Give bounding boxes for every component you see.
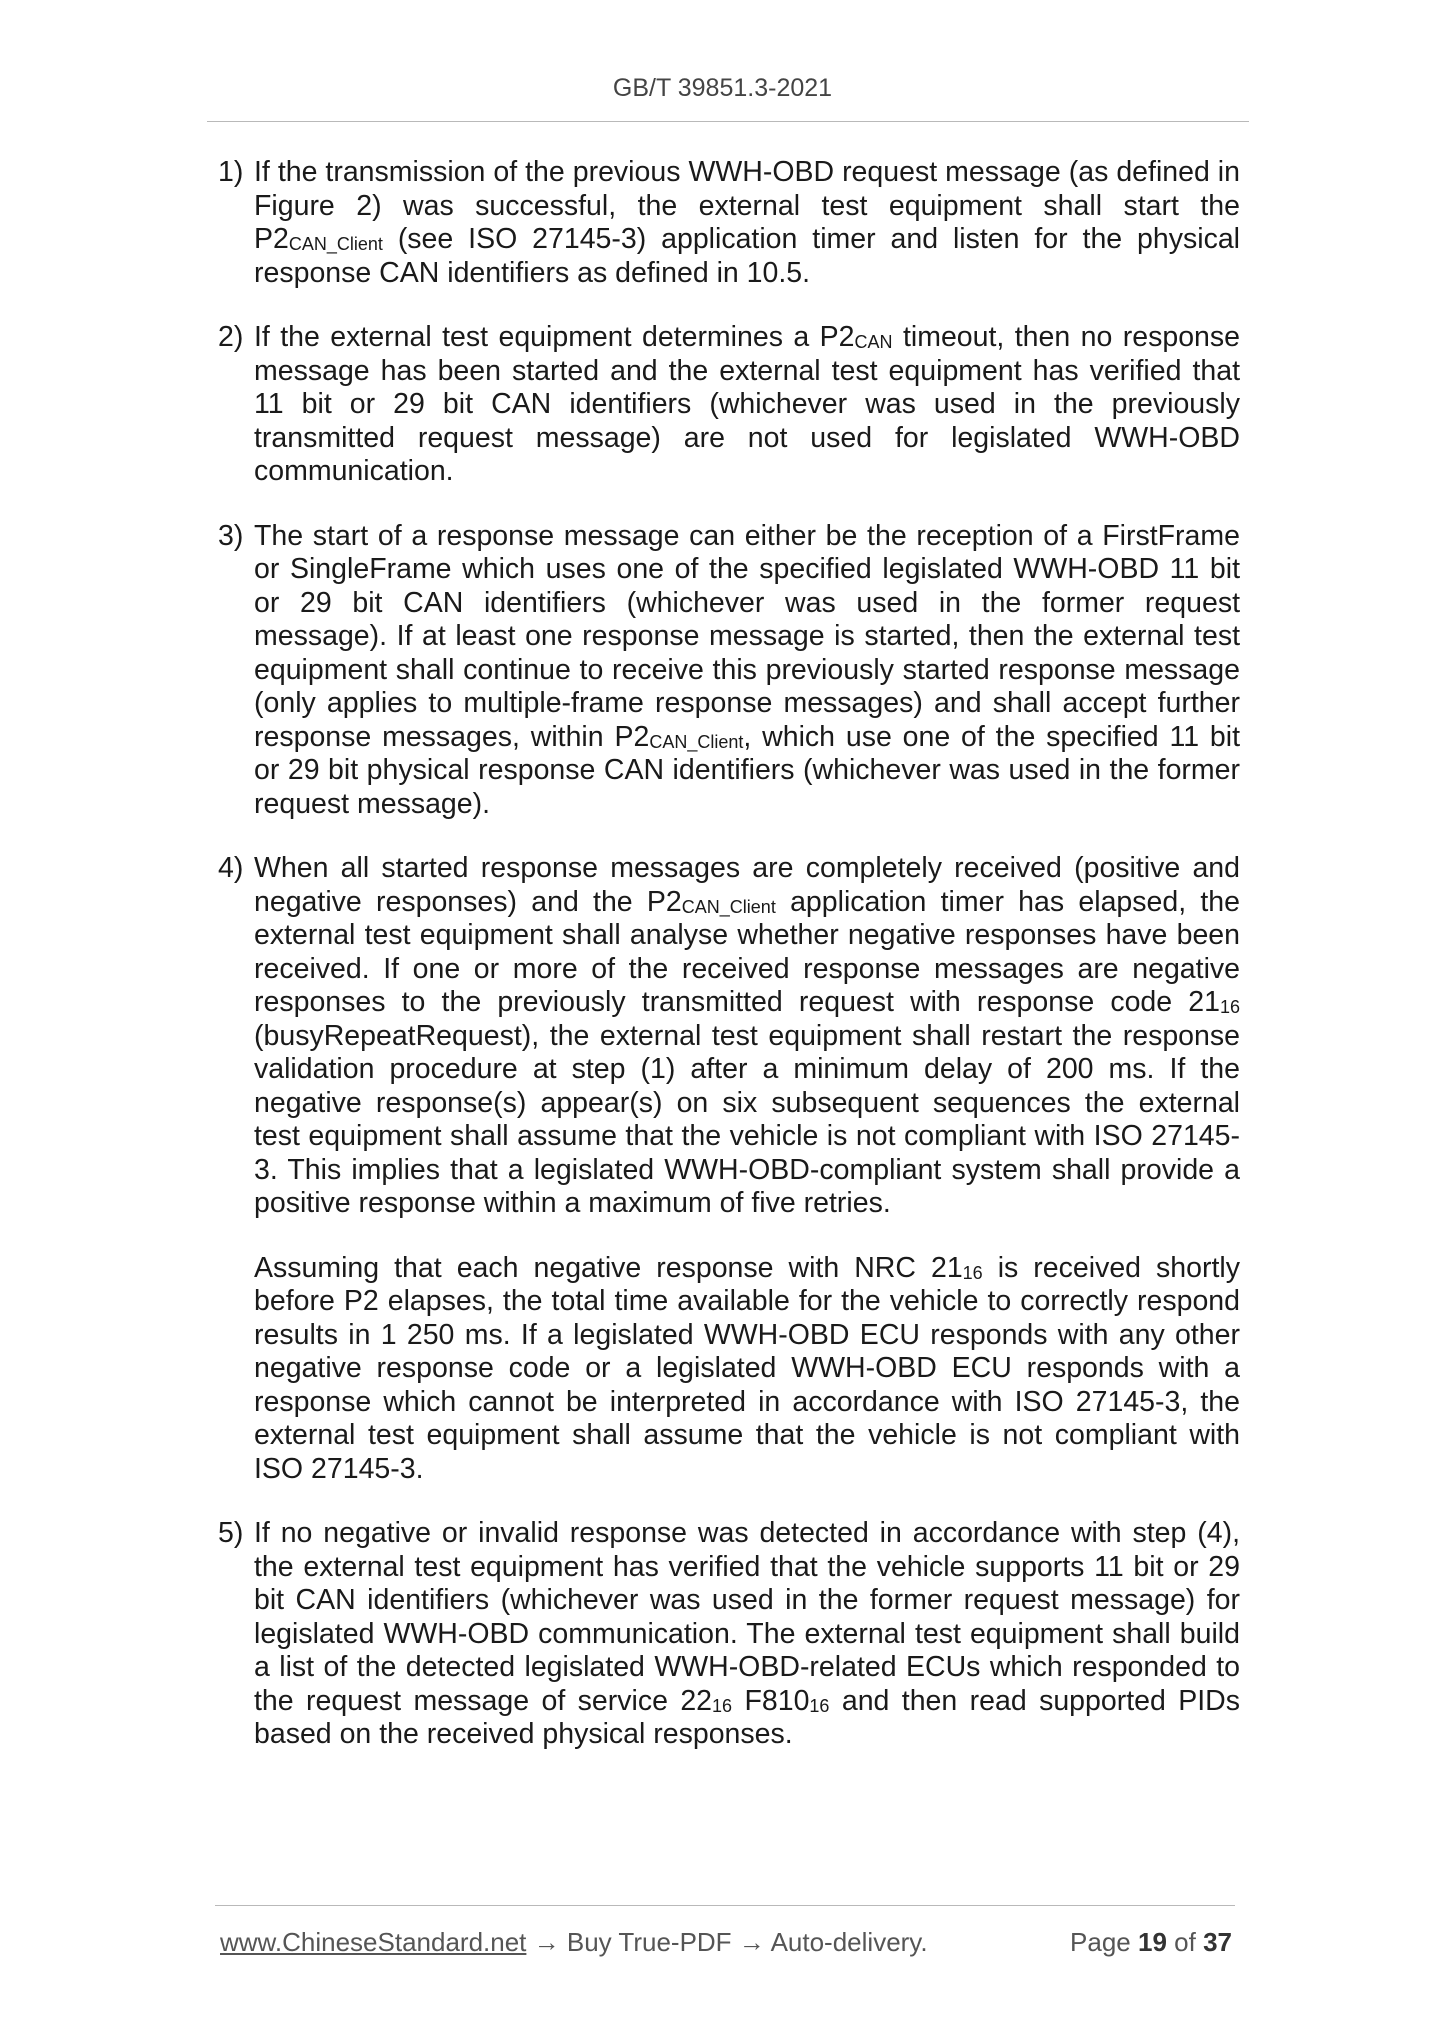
item-paragraph-continued: Assuming that each negative response with NRC $21_{16}$ is received shortly before P2 elapses, the total time available for the vehicle to correctly respond results in 1 250 ms. If a legislated WWH-OBD ECU responds with any other negative response code or a legislated WWH-OBD ECU responds with a response which cannot be interpreted in accordance with ISO 27145-3, the external test equipment shall assume that the vehicle is not compliant with ISO 27145-3.	[254, 1251, 1240, 1485]
list-item-5	[218, 1517, 1240, 1752]
header-divider	[207, 121, 1249, 122]
footer-tagline: → Buy True-PDF → Auto-delivery.	[526, 1927, 928, 1957]
item-paragraph: If the external test equipment determines a $P2_{CAN}$ timeout, then no response message has been started and the external test equipment has verified that 11 bit or 29 bit CAN identifiers (whichever was used in the previously transmitted request message) are not used for legislated WWH-OBD communication.	[254, 321, 1241, 487]
list-item-4	[218, 852, 1240, 1486]
website-link[interactable]: www.ChineseStandard.net	[220, 1927, 527, 1957]
item-number: 5)	[218, 1517, 244, 1549]
item-number: 2)	[218, 321, 244, 353]
footer-promo	[220, 1927, 928, 1958]
list-item-1	[218, 156, 1240, 290]
item-number: 4)	[218, 852, 244, 884]
item-number: 3)	[218, 519, 244, 552]
item-paragraph: When all started response messages are completely received (positive and negative responses) and the $P2_{CAN\_Client}$ application timer has elapsed, the external test equipment shall analyse whether negative responses have been received. If one or more of the received response messages are negative responses to the previously transmitted request with response code $21_{16}$ (busyRepeatRequest), the external test equipment shall restart the response validation procedure at step (1) after a minimum delay of 200 ms. If the negative response(s) appear(s) on six subsequent sequences the external test equipment shall assume that the vehicle is not compliant with ISO 27145-3. This implies that a legislated WWH-OBD-compliant system shall provide a positive response within a maximum of five retries.	[254, 852, 1241, 1219]
item-number: 1)	[218, 156, 244, 188]
list-item-3	[218, 520, 1240, 822]
list-item-2	[218, 321, 1240, 489]
header-standard-code: GB/T 39851.3-2021	[612, 74, 833, 102]
page-footer	[220, 1927, 1232, 1961]
total-pages: 37	[1203, 1927, 1232, 1957]
current-page: 19	[1138, 1927, 1167, 1957]
item-paragraph: If the transmission of the previous WWH-OBD request message (as defined in Figure 2) was successful, the external test equipment shall start the $P2_{CAN\_Client}$ (see ISO 27145-3) application timer and listen for the physical response CAN identifiers as defined in 10.5.	[254, 156, 1240, 289]
page-number: Page 19 of 37	[1070, 1927, 1232, 1957]
footer-divider	[215, 1905, 1235, 1906]
item-paragraph: If no negative or invalid response was detected in accordance with step (4), the external test equipment has verified that the vehicle supports 11 bit or 29 bit CAN identifiers (whichever was used in the former request message) for legislated WWH-OBD communication. The external test equipment shall build a list of the detected legislated WWH‐OBD-related ECUs which responded to the request message of service $22_{16}$ $F810_{16}$ and then read supported PIDs based on the received physical responses.	[254, 1517, 1240, 1750]
item-paragraph: The start of a response message can either be the reception of a FirstFrame or SingleFrame which uses one of the specified legislated WWH-OBD 11 bit or 29 bit CAN identifiers (whichever was used in the former request message). If at least one response message is started, then the external test equipment shall continue to receive this previously started response message (only applies to multiple-frame response messages) and shall accept further response messages, within $P2_{CAN\_Client}$, which use one of the specified 11 bit or 29 bit physical response CAN identifiers (whichever was used in the former request message).	[254, 519, 1241, 820]
document-body	[218, 156, 1240, 1783]
